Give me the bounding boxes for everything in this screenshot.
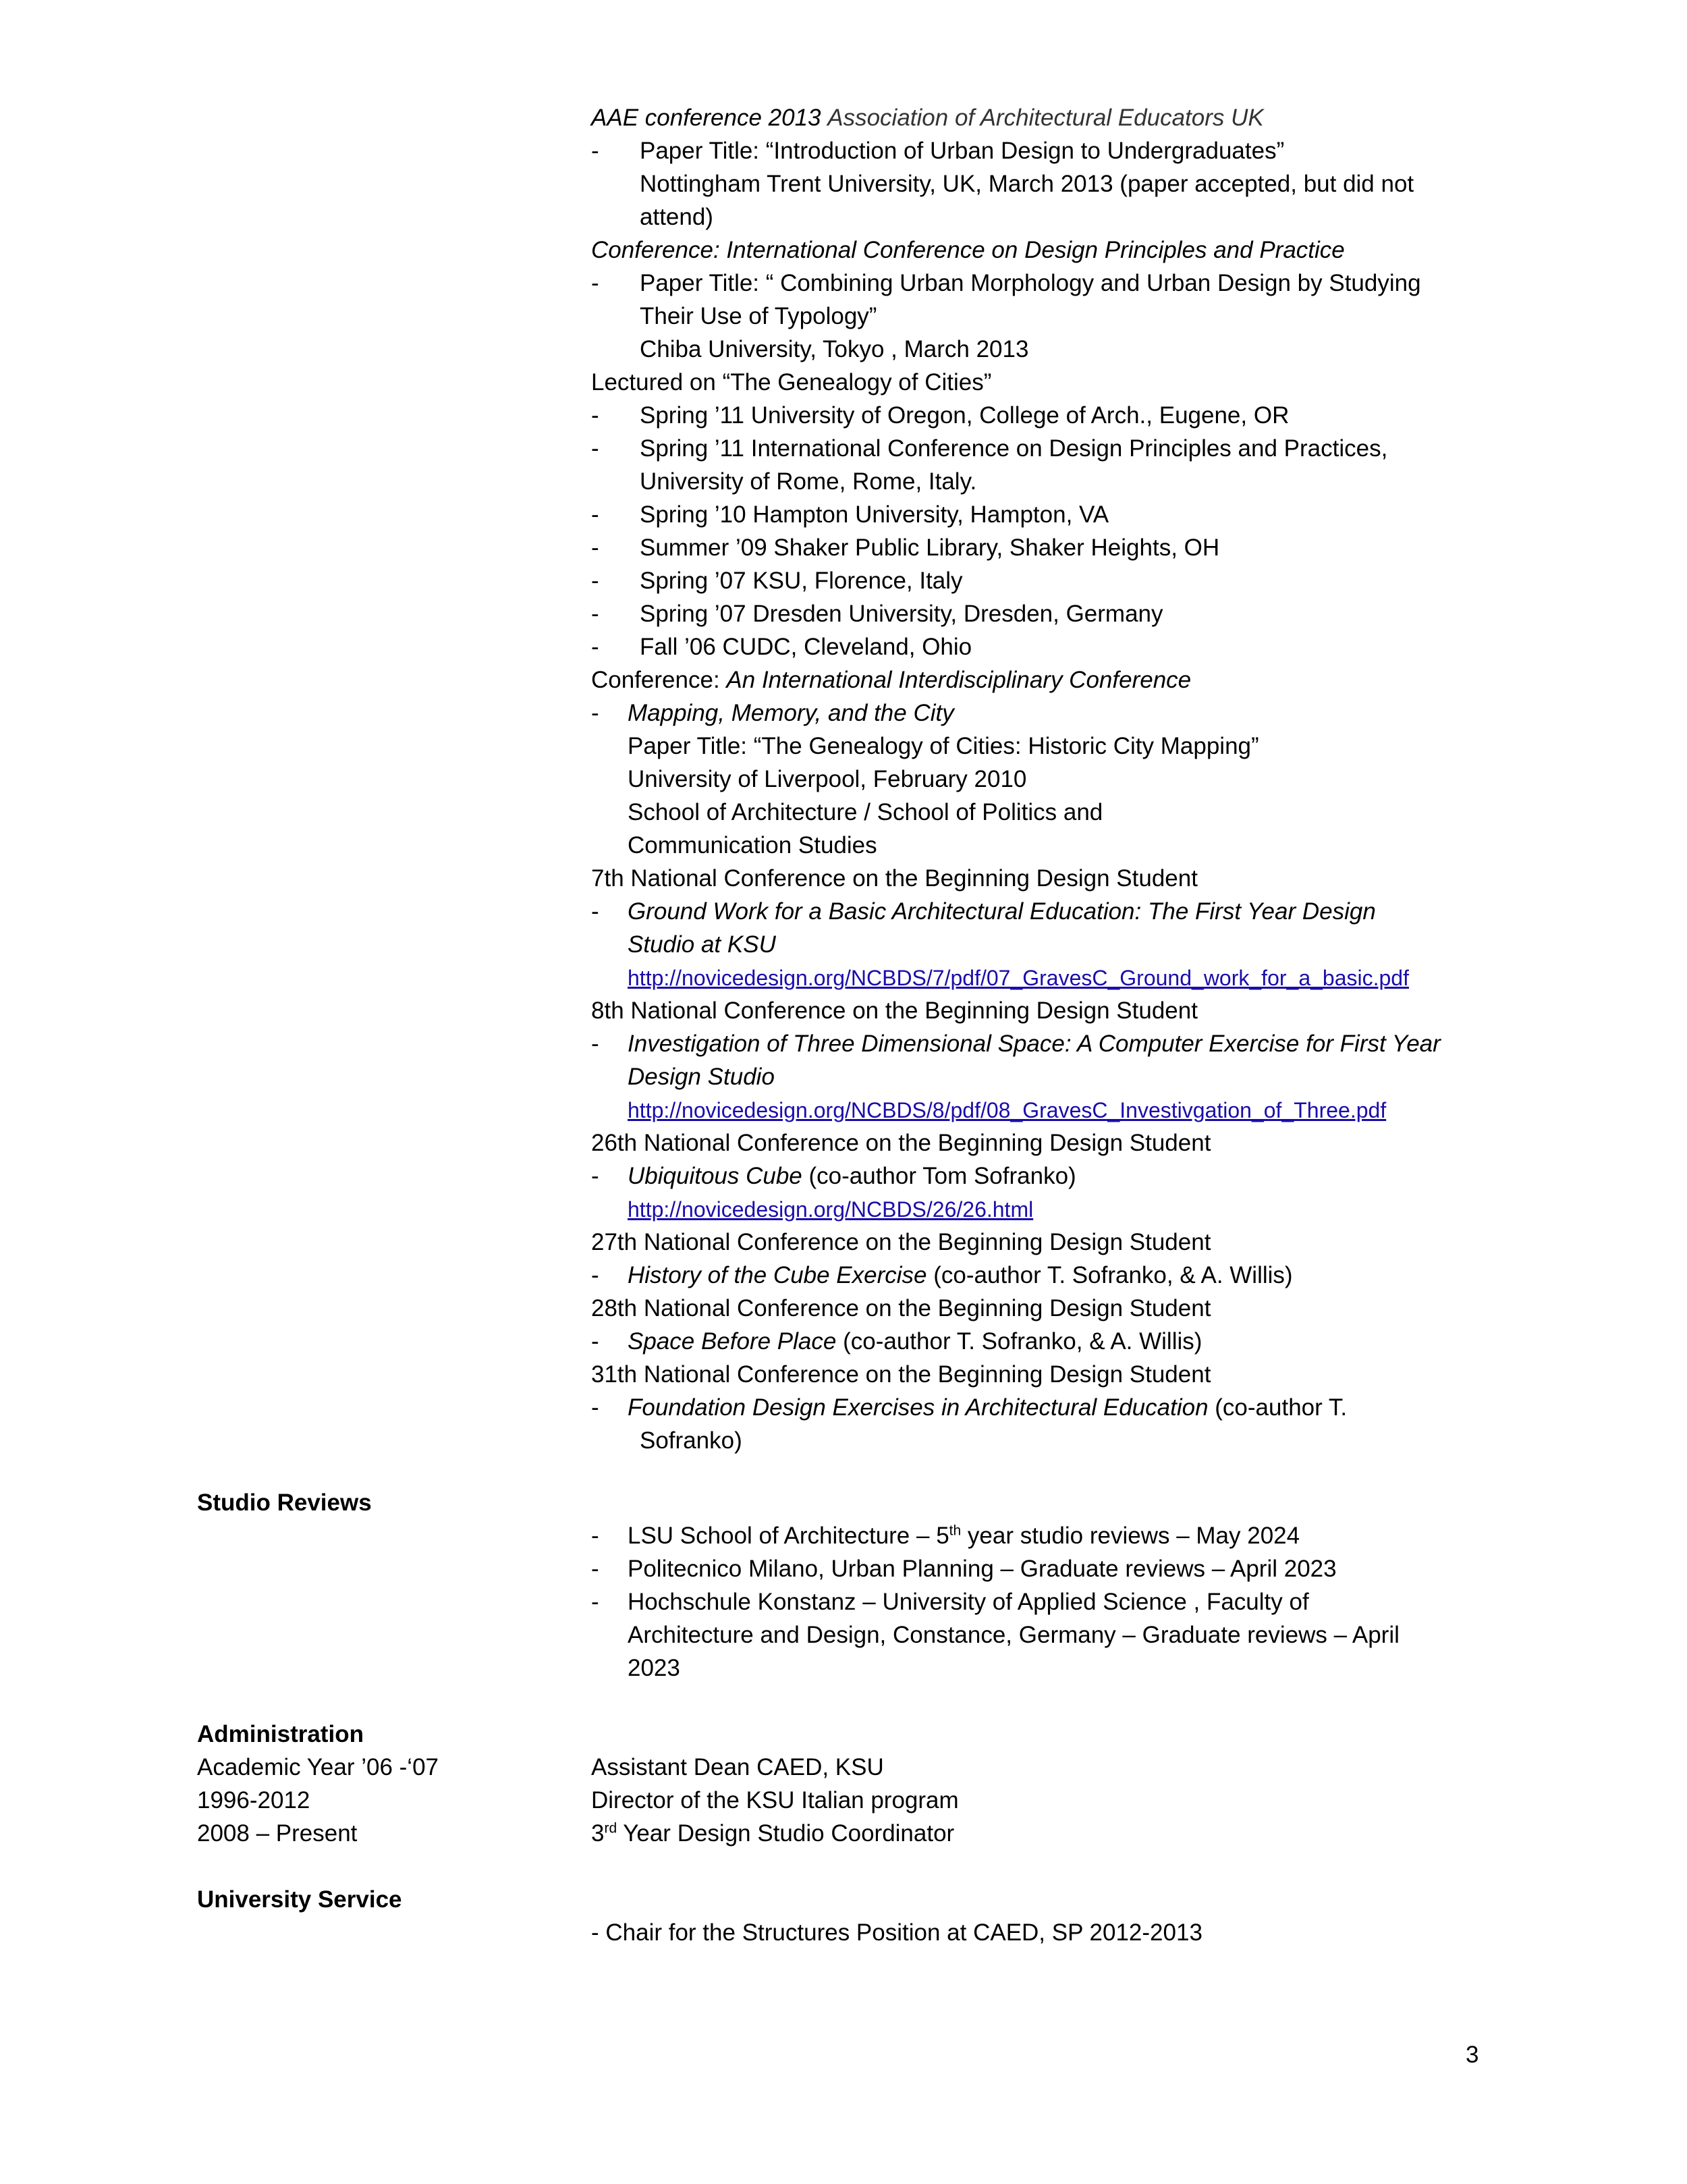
list-item: - LSU School of Architecture – 5th year studio reviews – May 2024 [591, 1523, 1300, 1549]
admin-period: 1996-2012 [197, 1787, 310, 1813]
list-item: - Chair for the Structures Position at CAED, SP 2012-2013 [591, 1919, 1202, 1946]
list-item: - Spring ’11 University of Oregon, College of Arch., Eugene, OR [591, 402, 1290, 429]
admin-period: Academic Year ’06 -‘07 [197, 1754, 439, 1780]
conference-heading: 26th National Conference on the Beginning Design Student [591, 1130, 1211, 1156]
list-item-line: School of Architecture / School of Politics and [628, 799, 1103, 825]
list-item: - Spring ’07 KSU, Florence, Italy [591, 568, 963, 594]
list-item-line: Sofranko) [640, 1427, 742, 1454]
aae-conference-line: AAE conference 2013 Association of Architectural Educators UK [591, 105, 1264, 131]
page-number: 3 [1466, 2042, 1479, 2068]
list-item-line: attend) [640, 204, 713, 230]
list-item: - Investigation of Three Dimensional Space: A Computer Exercise for First Year [591, 1031, 1441, 1057]
admin-role: 3rd Year Design Studio Coordinator [591, 1820, 955, 1847]
conference-heading: 27th National Conference on the Beginning Design Student [591, 1229, 1211, 1255]
list-item-line: University of Liverpool, February 2010 [628, 766, 1027, 792]
admin-role: Assistant Dean CAED, KSU [591, 1754, 884, 1780]
list-item: - Fall ’06 CUDC, Cleveland, Ohio [591, 634, 972, 660]
admin-period: 2008 – Present [197, 1820, 358, 1847]
list-item-line: Paper Title: “The Genealogy of Cities: Historic City Mapping” [628, 733, 1259, 759]
list-item: - Spring ’07 Dresden University, Dresden, Germany [591, 601, 1163, 627]
list-item: - Space Before Place (co-author T. Sofranko, & A. Willis) [591, 1328, 1202, 1355]
section-heading-university-service: University Service [197, 1886, 402, 1913]
paper-link[interactable]: http://novicedesign.org/NCBDS/8/pdf/08_GravesC_Investivgation_of_Three.pdf [628, 1098, 1387, 1122]
list-item-line: Studio at KSU [628, 931, 776, 958]
paper-link[interactable]: http://novicedesign.org/NCBDS/7/pdf/07_GravesC_Ground_work_for_a_basic.pdf [628, 966, 1409, 990]
list-item-line: 2023 [628, 1655, 680, 1681]
list-item: - Spring ’10 Hampton University, Hampton, VA [591, 501, 1109, 528]
conference-heading: 28th National Conference on the Beginning Design Student [591, 1295, 1211, 1321]
list-item-line: Design Studio [628, 1064, 775, 1090]
conference-heading: Conference: International Conference on Design Principles and Practice [591, 237, 1345, 263]
list-item: - Ubiquitous Cube (co-author Tom Sofranko) [591, 1163, 1076, 1189]
list-item: - History of the Cube Exercise (co-author T. Sofranko, & A. Willis) [591, 1262, 1293, 1288]
section-heading-administration: Administration [197, 1721, 364, 1747]
list-item-line: Architecture and Design, Constance, Germany – Graduate reviews – April [628, 1622, 1400, 1648]
admin-role: Director of the KSU Italian program [591, 1787, 959, 1813]
list-item: - Spring ’11 International Conference on Design Principles and Practices, [591, 435, 1388, 462]
list-item: - Ground Work for a Basic Architectural Education: The First Year Design [591, 898, 1376, 925]
list-item: - Paper Title: “ Combining Urban Morphology and Urban Design by Studying [591, 270, 1421, 296]
list-item: - Summer ’09 Shaker Public Library, Shaker Heights, OH [591, 535, 1220, 561]
paper-link[interactable]: http://novicedesign.org/NCBDS/26/26.html [628, 1197, 1034, 1222]
list-item-line: Chiba University, Tokyo , March 2013 [640, 336, 1029, 362]
section-heading-studio-reviews: Studio Reviews [197, 1490, 372, 1516]
list-item: - Politecnico Milano, Urban Planning – Graduate reviews – April 2023 [591, 1556, 1337, 1582]
list-item-line: Communication Studies [628, 832, 877, 858]
list-item: - Foundation Design Exercises in Architectural Education (co-author T. [591, 1394, 1348, 1421]
list-item: - Hochschule Konstanz – University of Applied Science , Faculty of [591, 1589, 1309, 1615]
list-item-line: Their Use of Typology” [640, 303, 877, 329]
list-item: - Mapping, Memory, and the City [591, 700, 954, 726]
lectures-heading: Lectured on “The Genealogy of Cities” [591, 369, 992, 395]
conference-heading: 31th National Conference on the Beginning Design Student [591, 1361, 1211, 1388]
conference-heading: 7th National Conference on the Beginning Design Student [591, 865, 1198, 892]
list-item-line: University of Rome, Rome, Italy. [640, 468, 977, 495]
list-item-line: Nottingham Trent University, UK, March 2013 (paper accepted, but did not [640, 171, 1414, 197]
conference-heading: 8th National Conference on the Beginning Design Student [591, 998, 1198, 1024]
conference-heading: Conference: An International Interdisciplinary Conference [591, 667, 1192, 693]
list-item: - Paper Title: “Introduction of Urban Design to Undergraduates” [591, 138, 1285, 164]
